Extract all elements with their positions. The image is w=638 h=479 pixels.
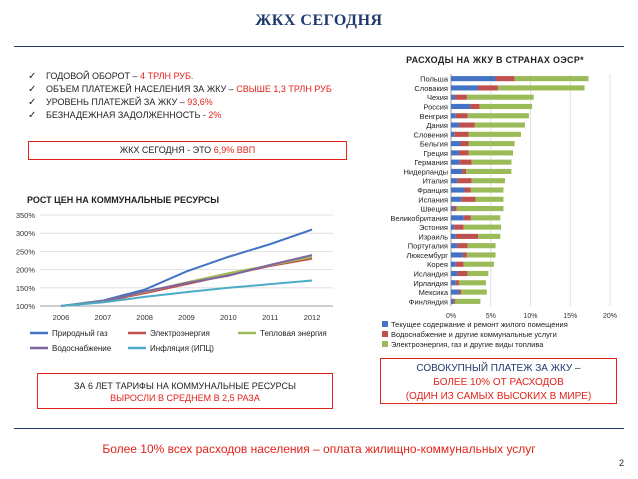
bar-segment bbox=[459, 150, 469, 155]
bar-segment bbox=[465, 187, 471, 192]
series-line bbox=[61, 230, 312, 306]
category-label: Швеция bbox=[420, 204, 448, 214]
category-label: Люксембург bbox=[406, 250, 448, 260]
bar-segment bbox=[461, 141, 469, 146]
bar-segment bbox=[467, 95, 534, 100]
bar-chart-title: РАСХОДЫ НА ЖКУ В СТРАНАХ ОЭСР* bbox=[406, 55, 584, 65]
bottom-divider bbox=[14, 428, 624, 429]
category-label: Португалия bbox=[407, 241, 448, 251]
bar-segment bbox=[451, 178, 457, 183]
gdp-share-box: ЖКХ СЕГОДНЯ - ЭТО 6,9% ВВП bbox=[28, 141, 347, 160]
x-tick-label: 2012 bbox=[303, 313, 321, 322]
y-tick-label: 300% bbox=[15, 229, 35, 239]
page-title: ЖКХ СЕГОДНЯ bbox=[255, 12, 383, 29]
bar-segment bbox=[451, 113, 456, 118]
list-item: ✓ ГОДОВОЙ ОБОРОТ – 4 ТРЛН РУБ. bbox=[28, 71, 194, 82]
bar-segment bbox=[454, 225, 464, 230]
list-item: ✓ ОБЪЕМ ПЛАТЕЖЕЙ НАСЕЛЕНИЯ ЗА ЖКУ – СВЫШЕ 1,3 ТРЛН РУБ bbox=[28, 84, 332, 95]
bar-segment bbox=[456, 280, 459, 285]
bar-segment bbox=[466, 169, 511, 174]
legend-label: Природный газ bbox=[52, 329, 108, 338]
bar-segment bbox=[467, 252, 496, 257]
category-label: Греция bbox=[423, 148, 448, 158]
bar-segment bbox=[462, 169, 466, 174]
bar-segment bbox=[451, 215, 464, 220]
bar-segment bbox=[468, 132, 520, 137]
page-number: 2 bbox=[618, 458, 624, 468]
y-tick-label: 250% bbox=[15, 247, 35, 257]
bar-segment bbox=[451, 160, 460, 165]
category-label: Финляндия bbox=[408, 297, 448, 307]
bar-segment bbox=[468, 150, 513, 155]
bar-segment bbox=[451, 234, 456, 239]
x-tick-label: 10% bbox=[523, 313, 538, 320]
bar-segment bbox=[463, 252, 467, 257]
bar-segment bbox=[471, 187, 504, 192]
bar-segment bbox=[451, 104, 470, 109]
x-tick-label: 2007 bbox=[94, 313, 112, 322]
bar-segment bbox=[451, 280, 456, 285]
bar-segment bbox=[451, 262, 456, 267]
bar-segment bbox=[451, 150, 459, 155]
legend-label: Тепловая энергия bbox=[260, 329, 327, 338]
category-label: Венгрия bbox=[419, 111, 448, 121]
x-tick-label: 15% bbox=[563, 313, 578, 320]
bar-segment bbox=[453, 299, 455, 304]
bar-segment bbox=[457, 271, 467, 276]
legend-label: Электроэнергия, газ и другие виды топлива bbox=[391, 340, 544, 349]
category-label: Чехия bbox=[426, 93, 448, 103]
bar-segment bbox=[468, 243, 496, 248]
bar-segment bbox=[451, 225, 454, 230]
bar-segment bbox=[459, 290, 461, 295]
bar-segment bbox=[456, 234, 478, 239]
bar-segment bbox=[451, 141, 461, 146]
bar-segment bbox=[451, 187, 465, 192]
category-label: Великобритания bbox=[390, 213, 448, 223]
x-tick-label: 2011 bbox=[262, 313, 279, 322]
bar-segment bbox=[459, 280, 486, 285]
bar-segment bbox=[451, 197, 461, 202]
bar-segment bbox=[476, 197, 504, 202]
y-tick-label: 350% bbox=[15, 211, 35, 220]
bar-segment bbox=[461, 290, 486, 295]
category-label: Италия bbox=[422, 176, 448, 186]
category-label: Корея bbox=[427, 260, 448, 270]
y-tick-label: 100% bbox=[15, 302, 35, 311]
list-item: ✓ УРОВЕНЬ ПЛАТЕЖЕЙ ЗА ЖКУ – 93,6% bbox=[28, 97, 213, 108]
bar-segment bbox=[451, 252, 463, 257]
x-tick-label: 0% bbox=[445, 313, 457, 320]
legend-swatch bbox=[382, 331, 388, 337]
category-label: Словакия bbox=[414, 83, 448, 93]
checkmark-icon: ✓ bbox=[28, 71, 37, 82]
bar-segment bbox=[456, 262, 464, 267]
bar-chart bbox=[360, 68, 630, 356]
bar-segment bbox=[451, 76, 496, 81]
y-tick-label: 200% bbox=[15, 265, 35, 275]
category-label: Ирландия bbox=[413, 278, 448, 288]
bar-segment bbox=[451, 206, 453, 211]
series-line bbox=[61, 255, 312, 306]
bar-segment bbox=[451, 169, 462, 174]
bar-segment bbox=[457, 178, 471, 183]
legend-swatch bbox=[382, 321, 388, 327]
category-label: Мексика bbox=[418, 288, 448, 298]
category-label: Нидерланды bbox=[403, 167, 448, 177]
bar-segment bbox=[451, 85, 478, 90]
bar-segment bbox=[451, 95, 455, 100]
bar-segment bbox=[464, 225, 501, 230]
bar-segment bbox=[470, 104, 480, 109]
category-label: Эстония bbox=[418, 223, 448, 233]
category-label: Германия bbox=[414, 158, 448, 168]
category-label: Россия bbox=[423, 102, 448, 112]
top-divider bbox=[14, 46, 624, 47]
bar-segment bbox=[468, 141, 514, 146]
bar-segment bbox=[496, 76, 515, 81]
legend-label: Текущее содержание и ремонт жилого помещения bbox=[391, 320, 568, 329]
bar-segment bbox=[468, 113, 529, 118]
bar-segment bbox=[459, 122, 475, 127]
bar-segment bbox=[456, 113, 468, 118]
bar-segment bbox=[480, 104, 532, 109]
bar-segment bbox=[455, 299, 480, 304]
legend-label: Водоснабжение и другие коммунальные услуги bbox=[391, 330, 557, 339]
footer-statement: Более 10% всех расходов населения – оплата жилищно-коммунальных услуг bbox=[102, 442, 536, 456]
bar-segment bbox=[453, 206, 456, 211]
category-label: Испания bbox=[418, 195, 448, 205]
bar-segment bbox=[451, 290, 459, 295]
bar-segment bbox=[471, 215, 500, 220]
legend-label: Водоснабжение bbox=[52, 344, 112, 353]
bar-segment bbox=[478, 234, 500, 239]
bar-segment bbox=[454, 132, 468, 137]
x-tick-label: 2008 bbox=[136, 313, 153, 322]
tariff-growth-box: ЗА 6 ЛЕТ ТАРИФЫ НА КОММУНАЛЬНЫЕ РЕСУРСЫ ВЫРОСЛИ В СРЕДНЕМ В 2,5 РАЗА bbox=[37, 373, 333, 409]
bar-segment bbox=[464, 215, 471, 220]
category-label: Бельгия bbox=[419, 139, 448, 149]
category-label: Польша bbox=[420, 74, 448, 84]
category-label: Дания bbox=[426, 121, 448, 131]
x-tick-label: 2006 bbox=[52, 313, 70, 322]
legend-label: Инфляция (ИПЦ) bbox=[150, 344, 214, 353]
legend-swatch bbox=[382, 341, 388, 347]
bar-segment bbox=[472, 160, 512, 165]
checkmark-icon: ✓ bbox=[28, 97, 37, 108]
bar-segment bbox=[451, 243, 457, 248]
line-chart bbox=[0, 205, 345, 360]
bar-segment bbox=[451, 132, 454, 137]
key-facts-list bbox=[28, 70, 368, 122]
bar-segment bbox=[498, 85, 585, 90]
bar-segment bbox=[455, 95, 467, 100]
bar-segment bbox=[457, 206, 504, 211]
x-tick-label: 20% bbox=[602, 313, 618, 320]
bar-segment bbox=[464, 262, 494, 267]
checkmark-icon: ✓ bbox=[28, 110, 37, 121]
bar-segment bbox=[461, 197, 475, 202]
bar-segment bbox=[460, 160, 472, 165]
checkmark-icon: ✓ bbox=[28, 84, 37, 95]
category-label: Словения bbox=[413, 130, 448, 140]
legend-label: Электроэнергия bbox=[150, 329, 210, 338]
y-tick-label: 150% bbox=[15, 283, 35, 293]
bar-segment bbox=[475, 122, 525, 127]
bar-segment bbox=[472, 178, 505, 183]
total-payment-box: СОВОКУПНЫЙ ПЛАТЕЖ ЗА ЖКУ – БОЛЕЕ 10% ОТ РАСХОДОВ (ОДИН ИЗ САМЫХ ВЫСОКИХ В МИРЕ) bbox=[380, 358, 617, 404]
x-tick-label: 2009 bbox=[178, 313, 195, 322]
bar-segment bbox=[478, 85, 498, 90]
bar-segment bbox=[515, 76, 589, 81]
category-label: Франция bbox=[417, 186, 448, 195]
bar-segment bbox=[451, 122, 459, 127]
x-tick-label: 5% bbox=[485, 313, 496, 320]
bar-segment bbox=[457, 243, 467, 248]
x-tick-label: 2010 bbox=[220, 313, 237, 322]
category-label: Израиль bbox=[418, 232, 448, 242]
list-item: ✓ БЕЗНАДЕЖНАЯ ЗАДОЛЖЕННОСТЬ - 2% bbox=[28, 110, 222, 121]
category-label: Исландия bbox=[413, 269, 448, 279]
line-chart-title: РОСТ ЦЕН НА КОММУНАЛЬНЫЕ РЕСУРСЫ bbox=[27, 195, 220, 205]
bar-segment bbox=[451, 271, 457, 276]
bar-segment bbox=[468, 271, 489, 276]
bar-segment bbox=[451, 299, 453, 304]
